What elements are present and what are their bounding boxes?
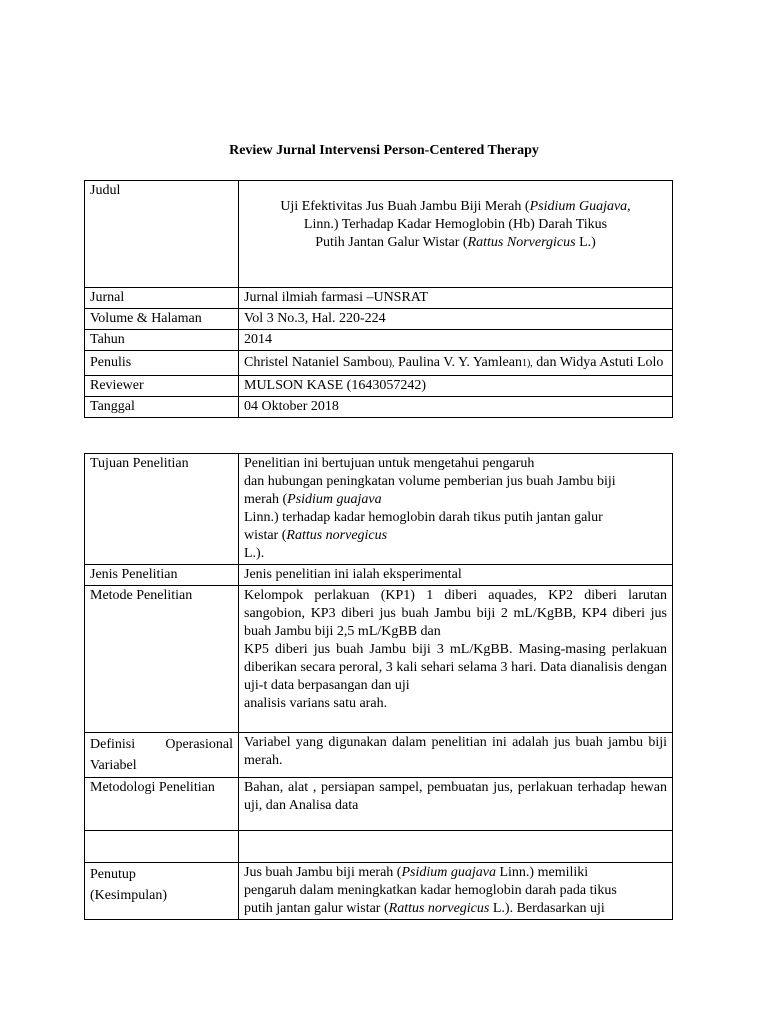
metode-label: Metode Penelitian xyxy=(85,586,239,733)
table-row xyxy=(85,586,673,733)
tahun-label: Tahun xyxy=(85,330,239,351)
table-row xyxy=(85,565,673,586)
penulis-label: Penulis xyxy=(85,351,239,376)
penulis-value xyxy=(239,351,673,376)
volume-value: Vol 3 No.3, Hal. 220-224 xyxy=(239,309,673,330)
author-name: dan Widya Astuti Lolo xyxy=(532,355,664,370)
judul-text: , xyxy=(627,199,631,214)
table-row xyxy=(85,397,673,418)
judul-text: Uji Efektivitas Jus Buah Jambu Biji Merah ( xyxy=(280,199,530,214)
judul-italic-species: Psidium Guajava xyxy=(529,199,628,214)
penutup-value xyxy=(239,863,673,920)
definisi-value: Variabel yang digunakan dalam penelitian ini adalah jus buah jambu biji merah. xyxy=(239,733,673,778)
penutup-italic-species: Psidium guajava xyxy=(401,865,496,880)
tujuan-text: L.). xyxy=(244,546,265,561)
volume-label: Volume & Halaman xyxy=(85,309,239,330)
author-name: Paulina V. Y. Yamlean xyxy=(394,355,522,370)
penutup-label: Penutup (Kesimpulan) xyxy=(85,863,239,920)
metodologi-value: Bahan, alat , persiapan sampel, pembuatan jus, perlakuan terhadap hewan uji, dan Analisa data xyxy=(239,778,673,831)
author-affiliation-mark: 1), xyxy=(521,358,533,369)
metodologi-label: Metodologi Penelitian xyxy=(85,778,239,831)
table-row xyxy=(85,181,673,288)
document-title: Review Jurnal Intervensi Person-Centered Therapy xyxy=(229,143,539,158)
tujuan-text: Linn.) terhadap kadar hemoglobin darah tikus putih jantan galur wistar ( xyxy=(244,510,603,543)
tahun-value: 2014 xyxy=(239,330,673,351)
jenis-label: Jenis Penelitian xyxy=(85,565,239,586)
table-row xyxy=(85,376,673,397)
judul-text: Putih Jantan Galur Wistar ( xyxy=(315,235,468,250)
judul-text: Linn.) Terhadap Kadar Hemoglobin (Hb) Darah Tikus xyxy=(303,217,608,232)
tujuan-value xyxy=(239,454,673,565)
metode-value: Kelompok perlakuan (KP1) 1 diberi aquades, KP2 diberi larutan sangobion, KP3 diberi jus buah Jambu biji 2 mL/KgBB, KP4 diberi jus buah Jambu biji 2,5 mL/KgBB dan KP5 diberi jus buah Jambu biji 3 mL/KgBB. Masing-masing perlakuan diberikan secara peroral, 3 kali sehari selama 3 hari. Data dianalisis dengan uji-t data berpasangan dan uji analisis varians satu arah. xyxy=(239,586,673,733)
tanggal-label: Tanggal xyxy=(85,397,239,418)
author-affiliation-mark: ), xyxy=(388,358,395,369)
table-row xyxy=(85,863,673,920)
table-row xyxy=(85,733,673,778)
jurnal-value: Jurnal ilmiah farmasi –UNSRAT xyxy=(239,288,673,309)
table-row xyxy=(85,831,673,863)
table-row xyxy=(85,288,673,309)
judul-value xyxy=(239,181,673,288)
table-row xyxy=(85,454,673,565)
penutup-text: Linn.) memiliki pengaruh dalam meningkatkan kadar hemoglobin darah pada tikus putih jantan galur wistar ( xyxy=(244,865,617,916)
table-row xyxy=(85,778,673,831)
penutup-text: Jus buah Jambu biji merah ( xyxy=(244,865,402,880)
reviewer-value: MULSON KASE (1643057242) xyxy=(239,376,673,397)
definisi-label: Definisi Operasional Variabel xyxy=(85,733,239,778)
penutup-text: L.). Berdasarkan uji xyxy=(489,901,605,916)
tanggal-value: 04 Oktober 2018 xyxy=(239,397,673,418)
judul-italic-species: Rattus Norvergicus xyxy=(467,235,576,250)
penutup-italic-species: Rattus norvegicus xyxy=(388,901,490,916)
tujuan-text: Penelitian ini bertujuan untuk mengetahui pengaruh dan hubungan peningkatan volume pemberian jus buah Jambu biji merah ( xyxy=(244,456,616,507)
tujuan-italic-species: Psidium guajava xyxy=(287,492,382,507)
empty-cell xyxy=(239,831,673,863)
judul-label: Judul xyxy=(85,181,239,288)
author-name: Christel Nataniel Sambou xyxy=(244,355,389,370)
review-table xyxy=(84,453,673,920)
journal-info-table xyxy=(84,180,673,418)
table-row xyxy=(85,351,673,376)
reviewer-label: Reviewer xyxy=(85,376,239,397)
tujuan-label: Tujuan Penelitian xyxy=(85,454,239,565)
table-row xyxy=(85,309,673,330)
table-row xyxy=(85,330,673,351)
jenis-value: Jenis penelitian ini ialah eksperimental xyxy=(239,565,673,586)
judul-text: L.) xyxy=(575,235,596,250)
tujuan-italic-species: Rattus norvegicus xyxy=(286,528,388,543)
jurnal-label: Jurnal xyxy=(85,288,239,309)
empty-cell xyxy=(85,831,239,863)
